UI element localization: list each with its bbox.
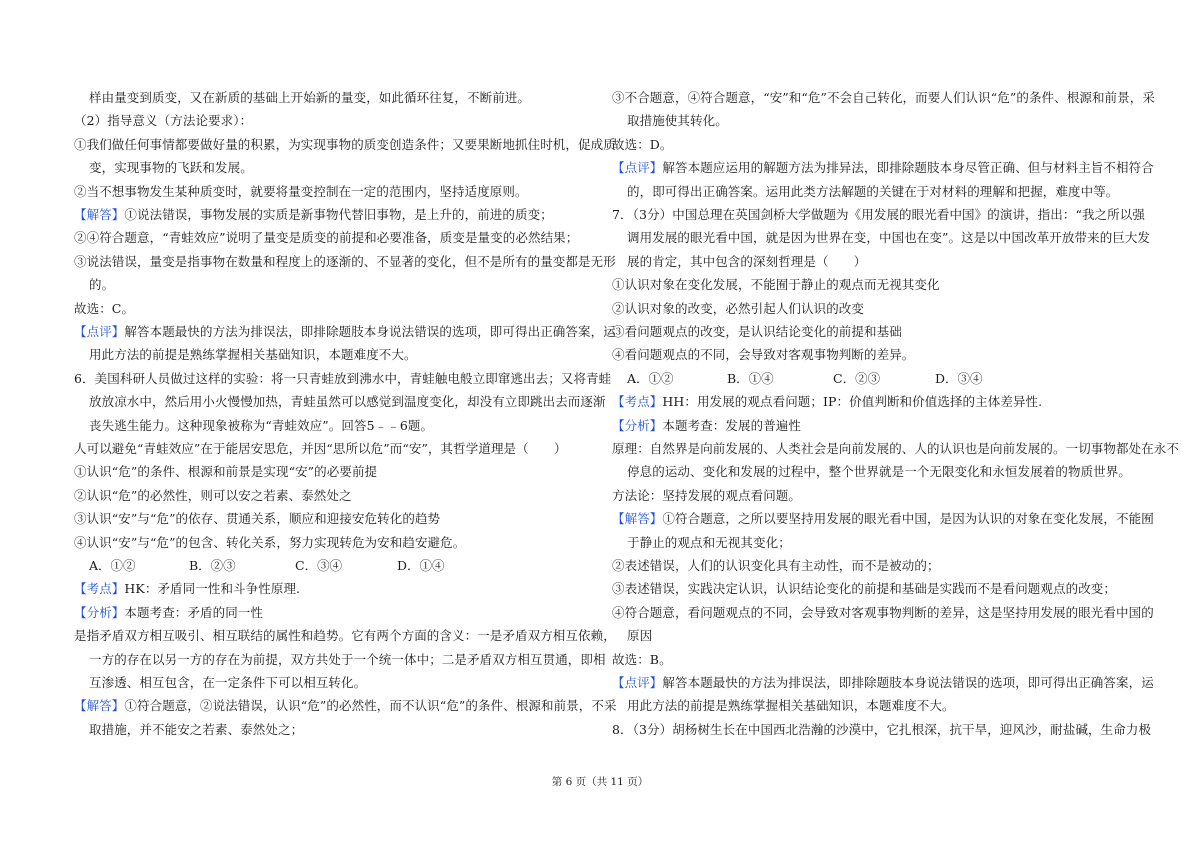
text-line	[89, 652, 606, 668]
text-line	[74, 184, 528, 200]
text-line	[89, 347, 417, 363]
line-text: ③表述错误，实践决定认识，认识结论变化的前提和基础是实践而不是看问题观点的改变；	[612, 581, 1117, 596]
line-text: HK：矛盾同一性和斗争性原理.	[124, 581, 301, 596]
line-text: ④符合题意，看问题观点的不同，会导致对客观事物判断的差异，这是坚持用发展的眼光看中国的	[612, 605, 1154, 620]
text-line	[627, 464, 1131, 480]
line-text: ③认识“安”与“危”的依存、贯通关系，顺应和迎接安危转化的趋势	[74, 511, 441, 526]
line-text: 停息的运动、变化和发展的过程中，整个世界就是一个无限变化和永恒发展着的物质世界。	[627, 464, 1132, 479]
text-line	[612, 605, 1154, 621]
line-text: 7．（3分）中国总理在英国剑桥大学做题为《用发展的眼光看中国》的演讲，指出：“我之所以强	[612, 207, 1145, 222]
line-text: 样由量变到质变，又在新质的基础上开始新的量变，如此循环往复，不断前进。	[89, 90, 531, 105]
text-line	[612, 347, 914, 363]
text-line	[74, 137, 616, 153]
line-text: 放放凉水中，然后用小火慢慢加热，青蛙虽然可以感觉到温度变化，却没有立即跳出去而逐渐	[89, 394, 606, 409]
text-line	[612, 581, 1116, 597]
answer-option: A．①②	[89, 558, 136, 573]
text-line	[612, 652, 672, 668]
answer-option: C．③④	[295, 558, 343, 573]
line-text: ①我们做任何事情都要做好量的积累，为实现事物的质变创造条件；又要果断地抓住时机，促成质	[74, 137, 616, 152]
line-text: ④看问题观点的不同，会导致对客观事物判断的差异。	[612, 347, 915, 362]
line-text: 方法论：坚持发展的观点看问题。	[612, 488, 802, 503]
text-line	[612, 277, 940, 293]
line-text: 故选：D。	[612, 137, 673, 152]
line-text: ①认识“危”的条件、根源和前景是实现“安”的必要前提	[74, 464, 378, 479]
text-line	[627, 230, 1150, 246]
text-line	[612, 418, 801, 434]
line-text: ②认识“危”的必然性，则可以安之若素、泰然处之	[74, 488, 352, 503]
text-line	[89, 90, 530, 106]
text-line	[612, 137, 673, 153]
answer-option: B．②③	[189, 558, 236, 573]
text-line	[612, 441, 1179, 457]
line-text: 6．美国科研人员做过这样的实验：将一只青蛙放到沸水中，青蛙触电般立即窜逃出去；又将青蛙	[74, 371, 612, 386]
text-line	[74, 488, 352, 504]
text-line	[612, 90, 1155, 106]
text-line	[627, 184, 1118, 200]
line-text: ③看问题观点的改变，是认识结论变化的前提和基础	[612, 324, 902, 339]
text-line	[74, 628, 616, 644]
line-text: （2）指导意义（方法论要求）：	[74, 113, 253, 128]
line-text: 本题考查：发展的普遍性	[662, 418, 802, 433]
text-line	[612, 722, 1151, 738]
text-line	[74, 581, 300, 597]
text-line	[74, 441, 567, 457]
text-line	[89, 675, 366, 691]
text-line	[627, 535, 791, 551]
line-text: ②表述错误，人们的认识变化具有主动性，而不是被动的；	[612, 558, 940, 573]
text-line	[627, 113, 728, 129]
line-text: ②④符合题意，“青蛙效应”说明了量变是质变的前提和必要准备，质变是量变的必然结果；	[74, 230, 579, 245]
text-line	[74, 207, 553, 223]
line-text: ①符合题意，之所以要坚持用发展的眼光看中国，是因为认识的对象在变化发展，不能囿	[662, 511, 1154, 526]
line-text: ②当不想事物发生某种质变时，就要将量变控制在一定的范围内，坚持适度原则。	[74, 184, 528, 199]
section-label: 【解答】	[74, 698, 125, 713]
text-line	[74, 230, 578, 246]
page-footer: 第 6 页（共 11 页）	[551, 776, 649, 788]
text-line	[612, 324, 902, 340]
line-text: 解答本题应运用的解题方法为排异法，即排除题肢本身尽管正确、但与材料主旨不相符合	[662, 160, 1154, 175]
text-line	[74, 535, 465, 551]
line-text: HH：用发展的观点看问题；IP：价值判断和价值选择的主体差异性.	[662, 394, 1043, 409]
line-text: 用此方法的前提是熟练掌握相关基础知识，本题难度不大。	[89, 347, 417, 362]
line-text: 是指矛盾双方相互吸引、相互联结的属性和趋势。它有两个方面的含义：一是矛盾双方相互依赖，	[74, 628, 616, 643]
line-text: ①符合题意，②说法错误，认识“危”的必然性，而不认识“危”的条件、根源和前景，不采	[124, 698, 617, 713]
text-line	[74, 113, 252, 129]
line-text: 解答本题最快的方法为排误法，即排除题肢本身说法错误的选项，即可得出正确答案，运	[662, 675, 1154, 690]
line-text: 展的肯定，其中包含的深刻哲理是（ ）	[627, 254, 867, 269]
text-line	[627, 698, 955, 714]
text-line	[74, 301, 134, 317]
text-line	[74, 324, 616, 340]
line-text: ④认识“安”与“危”的包含、转化关系，努力实现转危为安和趋安避危。	[74, 535, 466, 550]
text-line	[627, 254, 866, 270]
text-line	[89, 418, 433, 434]
text-line	[74, 605, 263, 621]
answer-option: D．①④	[397, 558, 445, 573]
answer-option: A．①②	[627, 371, 674, 386]
text-line	[89, 277, 114, 293]
line-text: 故选：C。	[74, 301, 135, 316]
line-text: 取措施使其转化。	[627, 113, 728, 128]
line-text: ②认识对象的改变，必然引起人们认识的改变	[612, 301, 865, 316]
text-line	[89, 160, 253, 176]
text-line	[74, 511, 440, 527]
text-line	[612, 675, 1154, 691]
line-text: 于静止的观点和无视其变化；	[627, 535, 791, 550]
section-label: 【点评】	[612, 675, 663, 690]
text-line	[627, 628, 652, 644]
text-line	[74, 254, 616, 270]
line-text: 人可以避免“青蛙效应”在于能居安思危，并因“思所以危”而“安”，其哲学道理是（ ）	[74, 441, 567, 456]
line-text: 一方的存在以另一方的存在为前提，双方共处于一个统一体中；二是矛盾双方相互贯通，即相	[89, 652, 606, 667]
line-text: 原因	[627, 628, 653, 643]
line-text: ①认识对象在变化发展，不能囿于静止的观点而无视其变化	[612, 277, 940, 292]
text-line	[74, 371, 611, 387]
section-label: 【点评】	[612, 160, 663, 175]
section-label: 【解答】	[74, 207, 125, 222]
line-text: 取措施，并不能安之若素、泰然处之；	[89, 722, 304, 737]
text-line	[89, 722, 303, 738]
section-label: 【点评】	[74, 324, 125, 339]
text-line	[74, 698, 617, 714]
text-line	[612, 558, 940, 574]
line-text: 用此方法的前提是熟练掌握相关基础知识，本题难度不大。	[627, 698, 955, 713]
text-line	[612, 301, 864, 317]
line-text: 变，实现事物的飞跃和发展。	[89, 160, 253, 175]
answer-option: D．③④	[935, 371, 983, 386]
line-text: 调用发展的眼光看中国，就是因为世界在变，中国也在变”。这是以中国改革开放带来的巨大发	[627, 230, 1151, 245]
line-text: 的。	[89, 277, 115, 292]
line-text: 丧失逃生能力。这种现象被称为“青蛙效应”。回答5﹣﹣6题。	[89, 418, 434, 433]
section-label: 【考点】	[612, 394, 663, 409]
line-text: ①说法错误，事物发展的实质是新事物代替旧事物，是上升的，前进的质变；	[124, 207, 553, 222]
text-line	[612, 394, 1042, 410]
line-text: 原理：自然界是向前发展的、人类社会是向前发展的、人的认识也是向前发展的。一切事物都处在永不	[612, 441, 1180, 456]
text-line	[74, 464, 377, 480]
text-line	[612, 488, 801, 504]
section-label: 【考点】	[74, 581, 125, 596]
text-line	[612, 511, 1154, 527]
line-text: 解答本题最快的方法为排误法，即排除题肢本身说法错误的选项，即可得出正确答案，运	[124, 324, 616, 339]
line-text: 互渗透、相互包含，在一定条件下可以相互转化。	[89, 675, 367, 690]
text-line	[89, 394, 606, 410]
section-label: 【解答】	[612, 511, 663, 526]
line-text: ③不合题意，④符合题意，“安”和“危”不会自己转化，而要人们认识“危”的条件、根源和前景，采	[612, 90, 1155, 105]
line-text: ③说法错误，量变是指事物在数量和程度上的逐渐的、不显著的变化，但不是所有的量变都是无形	[74, 254, 616, 269]
text-line	[612, 160, 1154, 176]
answer-option: C．②③	[833, 371, 881, 386]
line-text: 8．（3分）胡杨树生长在中国西北浩瀚的沙漠中，它扎根深，抗干旱，迎风沙，耐盐碱，生命力极	[612, 722, 1152, 737]
line-text: 故选：B。	[612, 652, 672, 667]
line-text: 的，即可得出正确答案。运用此类方法解题的关键在于对材料的理解和把握，难度中等。	[627, 184, 1119, 199]
text-line	[612, 207, 1145, 223]
section-label: 【分析】	[74, 605, 125, 620]
section-label: 【分析】	[612, 418, 663, 433]
answer-option: B．①④	[727, 371, 774, 386]
line-text: 本题考查：矛盾的同一性	[124, 605, 264, 620]
